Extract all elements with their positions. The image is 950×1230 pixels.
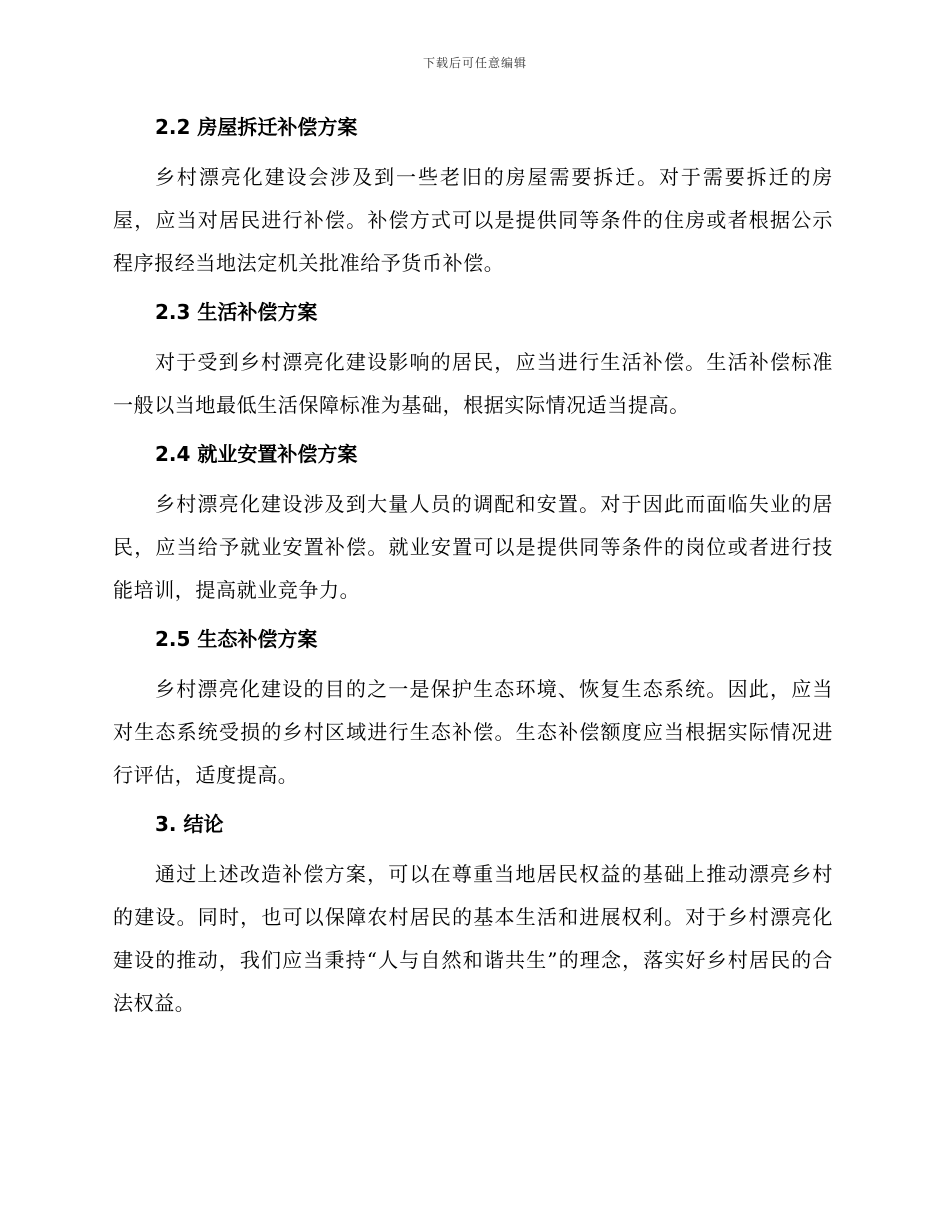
- section-paragraph: 乡村漂亮化建设会涉及到一些老旧的房屋需要拆迁。对于需要拆迁的房屋，应当对居民进行补偿。补偿方式可以是提供同等条件的住房或者根据公示程序报经当地法定机关批准给予货币补偿。: [113, 165, 833, 275]
- section-paragraph: 对于受到乡村漂亮化建设影响的居民，应当进行生活补偿。生活补偿标准一般以当地最低生活保障标准为基础，根据实际情况适当提高。: [113, 350, 833, 417]
- section-paragraph: 通过上述改造补偿方案，可以在尊重当地居民权益的基础上推动漂亮乡村的建设。同时，也可以保障农村居民的基本生活和进展权利。对于乡村漂亮化建设的推动，我们应当秉持“人与自然和谐共生”的理念，落实好乡村居民的合法权益。: [113, 862, 833, 1015]
- section-2-3: [113, 297, 833, 427]
- section-2-4: [113, 439, 833, 612]
- section-heading: 2.4 就业安置补偿方案: [155, 442, 358, 466]
- section-heading: 3. 结论: [155, 812, 224, 836]
- section-2-5: [113, 624, 833, 797]
- section-2-2: [113, 112, 833, 285]
- page-header: 下载后可任意编辑: [422, 56, 527, 70]
- section-paragraph: 乡村漂亮化建设的目的之一是保护生态环境、恢复生态系统。因此，应当对生态系统受损的乡村区域进行生态补偿。生态补偿额度应当根据实际情况进行评估，适度提高。: [113, 677, 833, 787]
- section-heading: 2.2 房屋拆迁补偿方案: [155, 115, 358, 139]
- document-body: [113, 112, 833, 1037]
- section-heading: 2.3 生活补偿方案: [155, 300, 318, 324]
- section-paragraph: 乡村漂亮化建设涉及到大量人员的调配和安置。对于因此而面临失业的居民，应当给予就业安置补偿。就业安置可以是提供同等条件的岗位或者进行技能培训，提高就业竞争力。: [113, 492, 833, 602]
- section-3-conclusion: [113, 809, 833, 1025]
- section-heading: 2.5 生态补偿方案: [155, 627, 318, 651]
